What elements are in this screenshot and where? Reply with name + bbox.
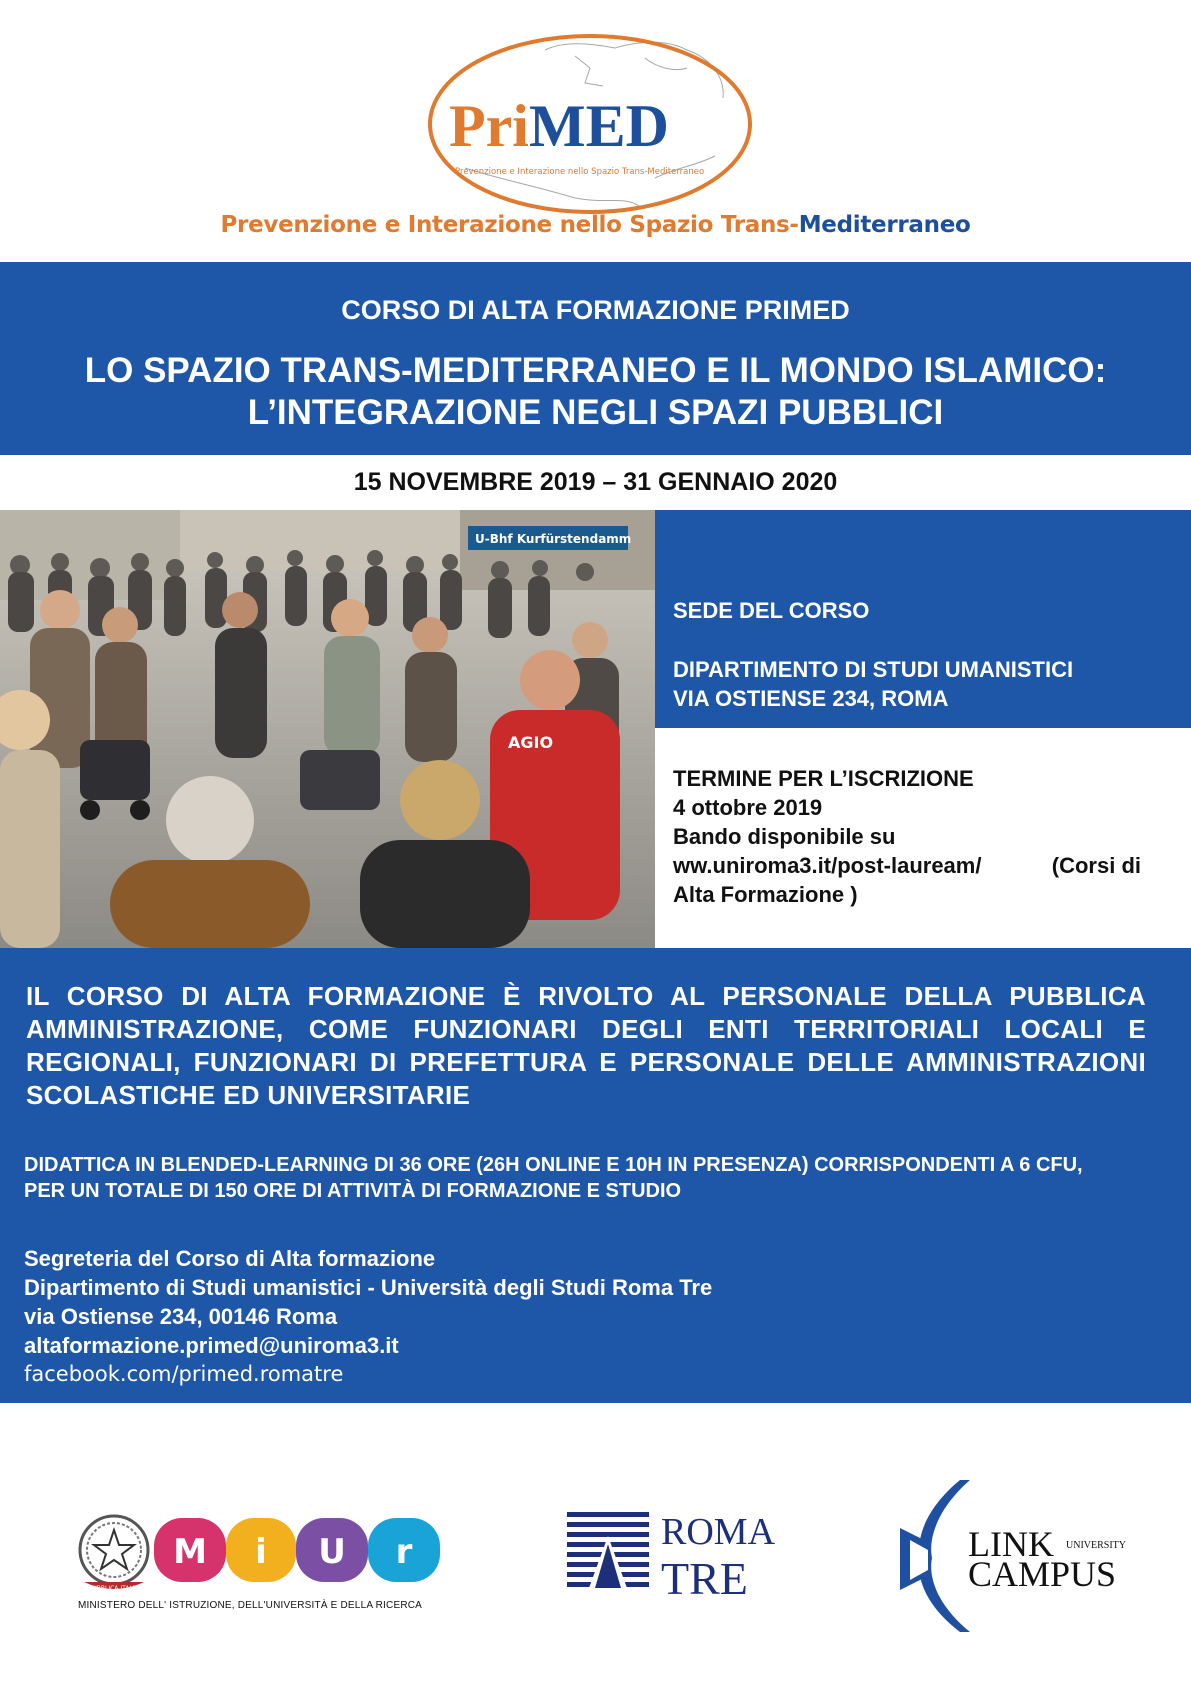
logo-med: MED xyxy=(528,93,669,159)
blended-line1: DIDATTICA IN BLENDED-LEARNING DI 36 ORE (26H ONLINE E 10H IN PRESENZA) CORRISPONDENTI A 6 CFU, xyxy=(24,1154,1083,1176)
miur-logo xyxy=(74,1500,474,1612)
jacket-text: AGIO xyxy=(508,733,554,752)
italian-emblem-icon xyxy=(80,1516,148,1592)
link-campus-logo xyxy=(898,1478,1138,1634)
blended-line2: PER UN TOTALE DI 150 ORE DI ATTIVITÀ DI FORMAZIONE E STUDIO xyxy=(24,1180,682,1202)
venue-department: DIPARTIMENTO DI STUDI UMANISTICI xyxy=(673,657,1074,682)
street-sign-text: U-Bhf Kurfürstendamm xyxy=(475,532,632,546)
corsi-label: (Corsi di xyxy=(1051,853,1141,878)
logo-tagline: Prevenzione e Interazione nello Spazio Trans-Mediterraneo xyxy=(455,167,705,177)
course-title-line2: L’INTEGRAZIONE NEGLI SPAZI PUBBLICI xyxy=(247,393,944,432)
course-title-line1: LO SPAZIO TRANS-MEDITERRANEO E IL MONDO ISLAMICO: xyxy=(84,351,1107,390)
alta-formazione-label: Alta Formazione ) xyxy=(673,882,858,907)
title-band xyxy=(0,262,1191,455)
link-line2: CAMPUS xyxy=(968,1554,1117,1594)
contact-segreteria: Segreteria del Corso di Alta formazione xyxy=(24,1246,436,1271)
course-title xyxy=(0,350,1191,434)
description-band xyxy=(0,948,1191,1403)
course-description: IL CORSO DI ALTA FORMAZIONE È RIVOLTO AL PERSONALE DELLA PUBBLICA AMMINISTRAZIONE, COME FUNZIONARI DEGLI ENTI TERRITORIALI LOCALI E REGIONALI, FUNZIONARI DI PREFETTURA E PERSONALE DELLE AMMINISTRAZIONI SCOLASTICHE ED UNIVERSITARIE xyxy=(26,981,1146,1110)
bando-url[interactable]: ww.uniroma3.it/post-lauream/ xyxy=(673,853,982,878)
deadline-box xyxy=(655,728,1191,948)
miur-letter-u: U xyxy=(318,1532,346,1572)
roma-tre-emblem-icon xyxy=(567,1512,649,1588)
venue-title: SEDE DEL CORSO xyxy=(673,598,870,623)
deadline-title: TERMINE PER L’ISCRIZIONE xyxy=(673,766,974,791)
link-campus-emblem-icon xyxy=(900,1480,970,1632)
miur-wordmark xyxy=(154,1518,440,1582)
contact-address: via Ostiense 234, 00146 Roma xyxy=(24,1304,338,1329)
crowd-photo xyxy=(0,510,655,948)
venue-address-block xyxy=(673,655,1073,713)
contact-facebook[interactable]: facebook.com/primed.romatre xyxy=(24,1362,344,1386)
primed-logo xyxy=(425,28,755,218)
roma-tre-logo xyxy=(565,1508,780,1600)
roma-tre-line2: TRE xyxy=(661,1553,748,1600)
deadline-date: 4 ottobre 2019 xyxy=(673,795,823,820)
contact-email[interactable]: altaformazione.primed@uniroma3.it xyxy=(24,1333,399,1358)
subtitle-orange: Prevenzione e Interazione nello Spazio Trans- xyxy=(220,212,799,238)
link-university: UNIVERSITY xyxy=(1066,1540,1126,1551)
miur-caption: MINISTERO DELL' ISTRUZIONE, DELL'UNIVERSITÀ E DELLA RICERCA xyxy=(78,1600,423,1611)
link-line1: LINK xyxy=(968,1524,1054,1564)
contact-dipartimento: Dipartimento di Studi umanistici - Università degli Studi Roma Tre xyxy=(24,1275,713,1300)
crowd-illustration xyxy=(0,510,655,948)
bando-label: Bando disponibile su xyxy=(673,824,896,849)
roma-tre-line1: ROMA xyxy=(661,1511,776,1553)
miur-letter-i: i xyxy=(255,1532,267,1572)
miur-letter-m: M xyxy=(173,1532,207,1572)
emblem-text: REPUBBLICA ITALIANA xyxy=(80,1585,148,1592)
venue-box xyxy=(655,510,1191,728)
course-dates: 15 NOVEMBRE 2019 – 31 GENNAIO 2020 xyxy=(353,468,838,496)
course-label: CORSO DI ALTA FORMAZIONE PRIMED xyxy=(341,295,850,325)
venue-address: VIA OSTIENSE 234, ROMA xyxy=(673,686,949,711)
svg-text:PriMED xyxy=(449,93,669,159)
header xyxy=(0,0,1191,262)
primed-subtitle xyxy=(0,212,1191,238)
subtitle-blue: Mediterraneo xyxy=(798,212,971,238)
miur-letter-r: r xyxy=(395,1532,413,1572)
blended-learning-info xyxy=(24,1152,1164,1204)
logo-pri: Pri xyxy=(449,93,529,159)
